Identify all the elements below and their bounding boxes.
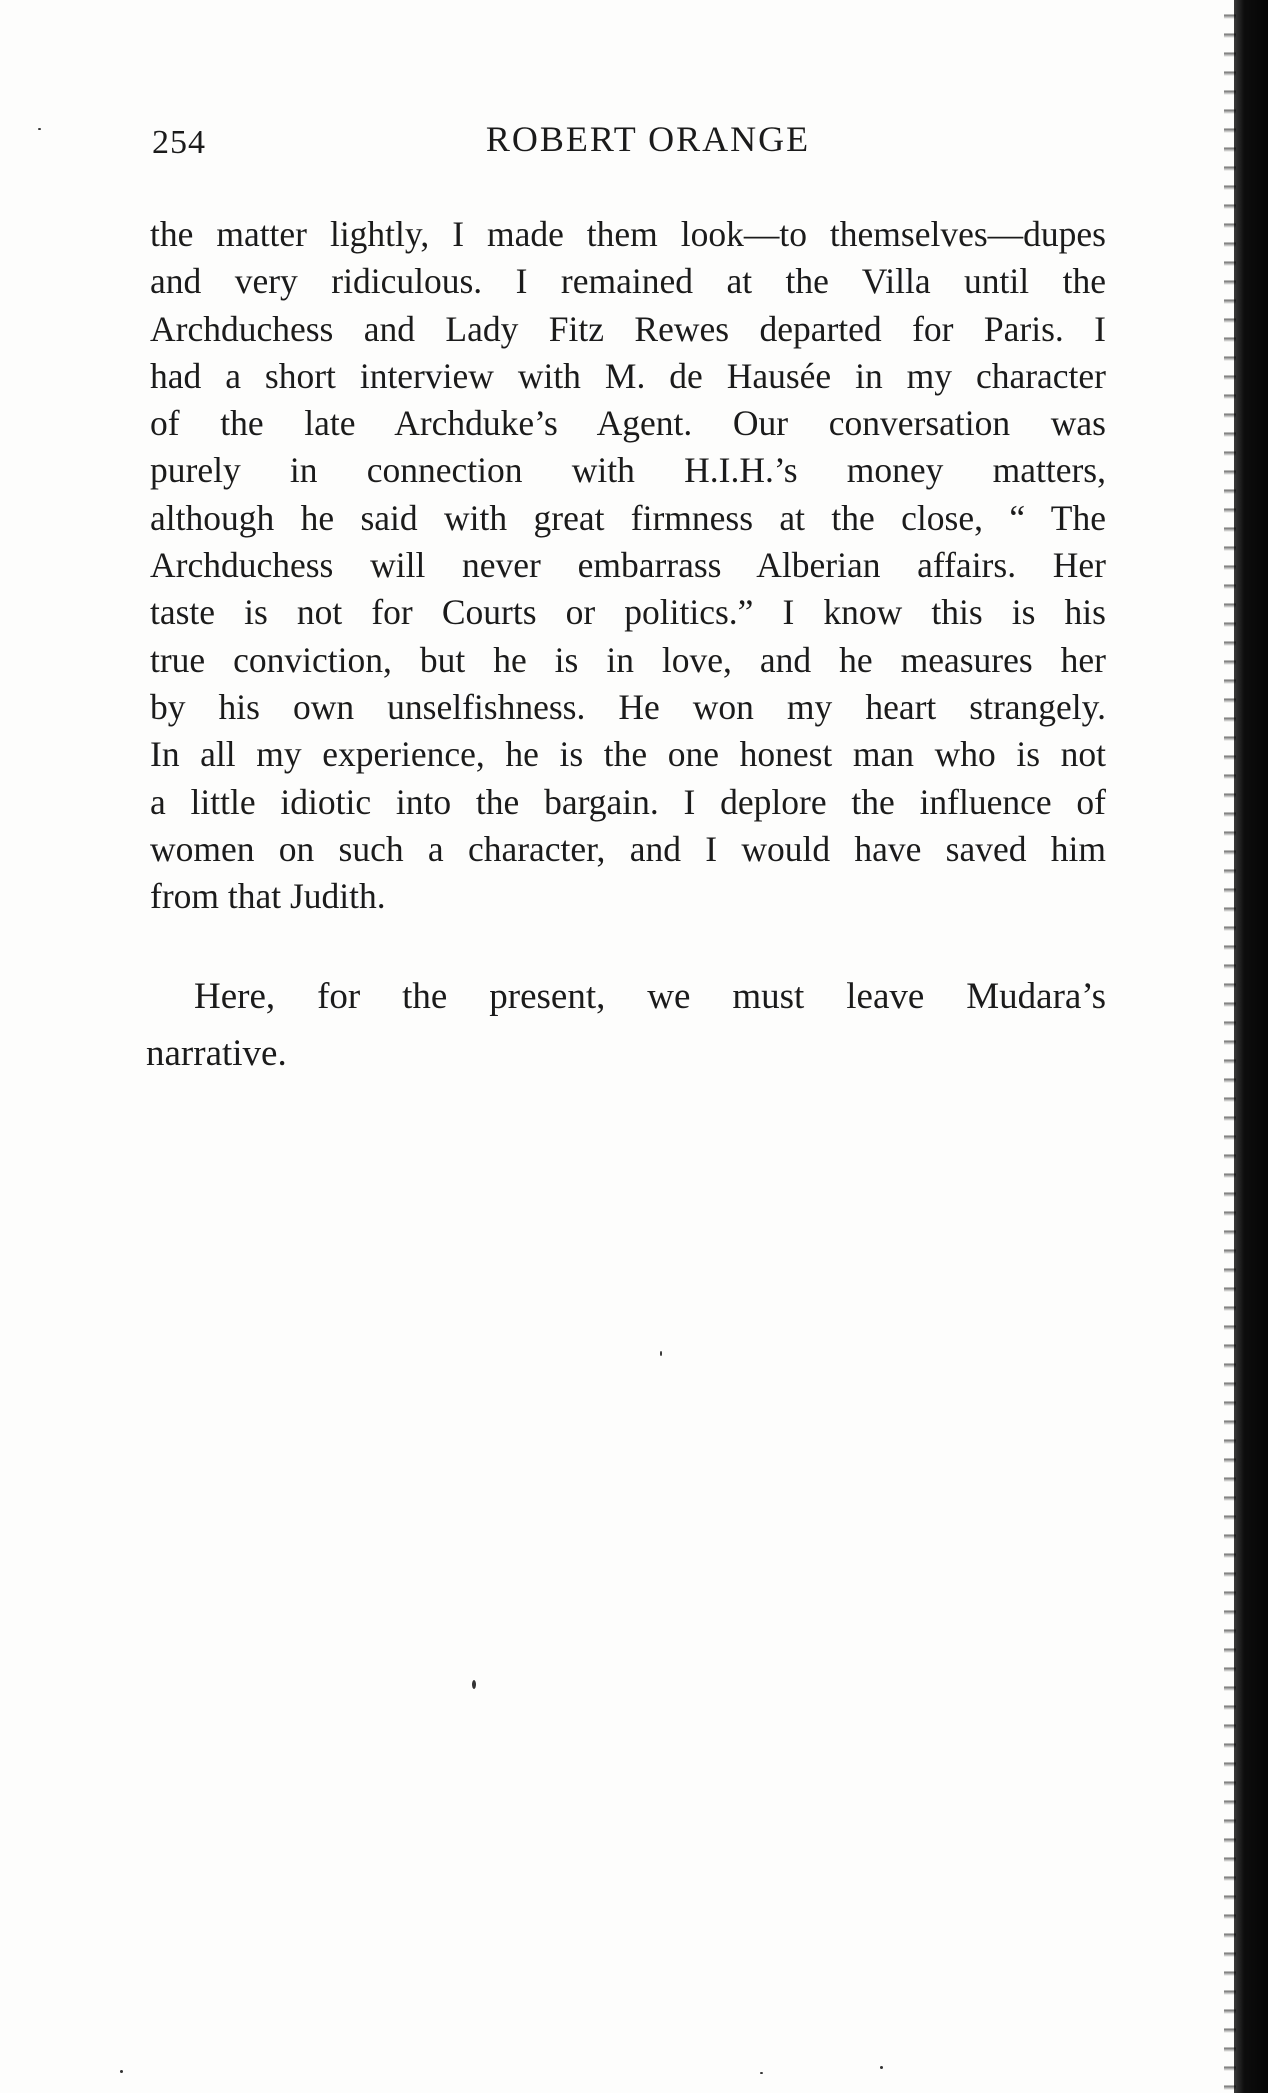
text-line: purely in connection with H.I.H.’s money matters, (150, 450, 1106, 491)
body-paragraph (150, 211, 1106, 920)
text-line: women on such a character, and I would have saved him (150, 828, 1106, 869)
text-line: taste is not for Courts or politics.” I know this is his (150, 592, 1106, 633)
closing-line: Here, for the present, we must leave Mudara’s (194, 976, 1106, 1017)
text-line: In all my experience, he is the one honest man who is not (150, 734, 1106, 775)
closing-line: narrative. (146, 1033, 287, 1074)
text-line: and very ridiculous. I remained at the Villa until the (150, 261, 1106, 302)
scan-speck (880, 2066, 883, 2069)
scan-speck (472, 1680, 476, 1689)
text-line: Archduchess will never embarrass Alberian affairs. Her (150, 545, 1106, 586)
text-line: Archduchess and Lady Fitz Rewes departed for Paris. I (150, 308, 1106, 349)
text-line: the matter lightly, I made them look—to themselves—dupes (150, 214, 1106, 254)
text-line: had a short interview with M. de Hausée in my character (150, 355, 1106, 396)
text-line: from that Judith. (150, 876, 386, 917)
scan-speck (120, 2070, 123, 2073)
text-line: a little idiotic into the bargain. I deplore the influence of (150, 781, 1106, 822)
running-head: ROBERT ORANGE (485, 119, 811, 159)
scan-speck (660, 1351, 662, 1356)
scan-speck (760, 2072, 763, 2074)
text-line: by his own unselfishness. He won my heart strangely. (150, 686, 1106, 727)
scan-speck (38, 128, 41, 130)
scanned-page-edge (1234, 0, 1268, 2093)
page-number: 254 (152, 124, 206, 161)
page-header (148, 118, 1108, 168)
text-line: of the late Archduke’s Agent. Our conversation was (150, 403, 1106, 444)
text-line: true conviction, but he is in love, and he measures her (150, 639, 1106, 680)
closing-paragraph (146, 968, 1106, 1082)
text-line: although he said with great firmness at the close, “ The (150, 497, 1106, 538)
